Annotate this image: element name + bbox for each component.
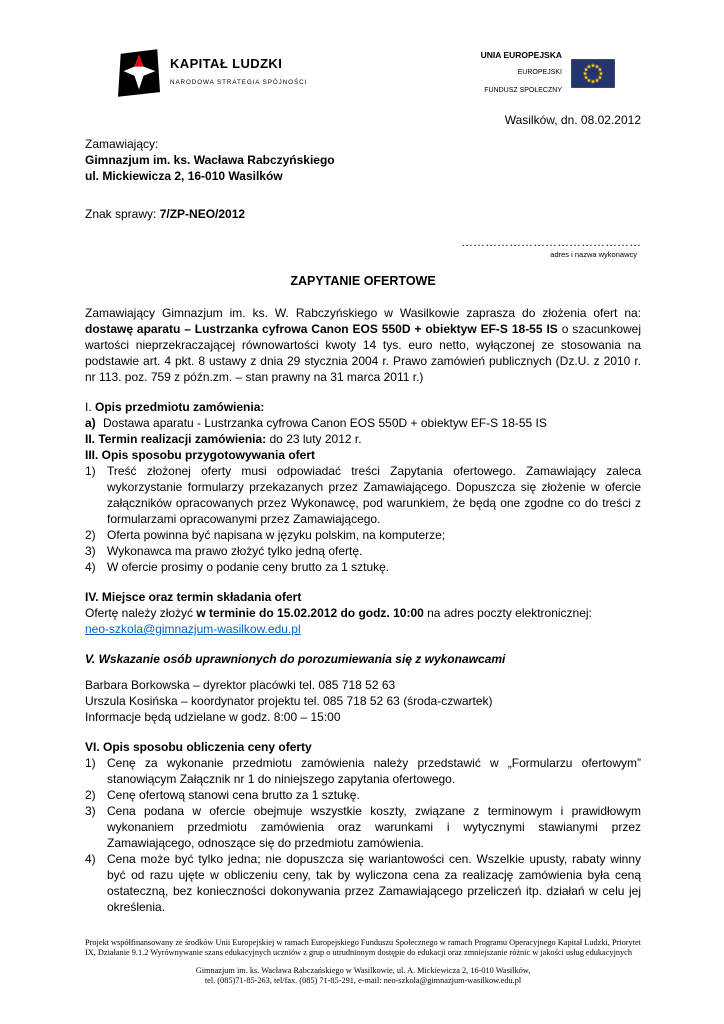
kapital-ludzki-wordmark [170, 56, 307, 91]
buyer-label: Zamawiający: [85, 137, 159, 151]
list-item-text: Wykonawca ma prawo złożyć tylko jedną ofertę. [107, 544, 363, 558]
footer-address-line-2: tel. (085)71-85-263, tel/fax. (085) 71-85-291, e-mail: neo-szkola@gimnazjum-wasilkow.edu.pl [204, 976, 522, 986]
deadline-run-2: w terminie do 15.02.2012 do godz. 10:00 [196, 606, 424, 620]
email-line [85, 621, 641, 637]
list-item [85, 851, 641, 915]
intro-run-2: dostawę aparatu – Lustrzanka cyfrowa Canon EOS 550D + obiektyw EF-S 18-55 IS [85, 322, 558, 336]
list-item-number: 2) [85, 528, 96, 542]
document-page [85, 44, 641, 915]
list-item-text: Cena może być tylko jedna; nie dopuszcza się wariantowości cen. Wszelkie upusty, rabaty winny być od razu ujęte w obliczeniu ceny, tak by wyliczona cena za realizację zamówienia była ceną ostateczną, bez konieczności dokonywania przez Zamawiającego przeliczeń itp. działań w celu jej określenia. [107, 852, 641, 914]
list-item-number: 4) [85, 852, 96, 866]
list-item-text: Cena podana w ofercie obejmuje wszystkie koszty, związane z terminowym i prawidłowym wykonaniem przedmiotu zamówienia oraz warunkami i wytycznymi stawianymi przez Zamawiającego, odnoszące się do przedmiotu zamówienia. [107, 804, 641, 850]
section-6-list [85, 755, 641, 915]
intro-run-1: Zamawiający Gimnazjum im. ks. W. Rabczyńskiego w Wasilkowie zaprasza do złożenia ofert na: [85, 306, 641, 320]
header [85, 44, 641, 102]
list-item-number: 3) [85, 544, 96, 558]
buyer-name: Gimnazjum im. ks. Wacława Rabczyńskiego [85, 153, 335, 167]
list-item [85, 543, 641, 559]
buyer-block [85, 136, 641, 184]
email-link[interactable]: neo-szkola@gimnazjum-wasilkow.edu.pl [85, 622, 301, 636]
section-6-heading: VI. Opis sposobu obliczenia ceny oferty [85, 740, 312, 754]
list-item [85, 755, 641, 787]
section-2-text: do 23 luty 2012 r. [266, 432, 362, 446]
vendor-caption: adres i nazwa wykonawcy [550, 250, 637, 259]
case-number-line [85, 206, 641, 222]
eu-flag-icon [571, 59, 615, 88]
date-line: Wasilków, dn. 08.02.2012 [504, 113, 641, 127]
section-4-heading: IV. Miejsce oraz termin składania ofert [85, 590, 302, 604]
section-1-title: Opis przedmiotu zamówienia: [95, 400, 265, 414]
buyer-address: ul. Mickiewicza 2, 16-010 Wasilków [85, 169, 283, 183]
intro-paragraph [85, 305, 641, 385]
list-item-number: 4) [85, 560, 96, 574]
deadline-run-1: Ofertę należy złożyć [85, 606, 197, 620]
section-1-heading [85, 399, 641, 415]
vendor-dotted-line: ……………………………………… [461, 235, 641, 249]
eu-logo [481, 47, 615, 99]
list-item [85, 559, 641, 575]
list-item-number: 3) [85, 804, 96, 818]
kapital-ludzki-logo [118, 49, 307, 97]
item-a-text: Dostawa aparatu - Lustrzanka cyfrowa Canon EOS 550D + obiektyw EF-S 18-55 IS [103, 416, 547, 430]
list-item [85, 527, 641, 543]
case-label: Znak sprawy: [85, 207, 160, 221]
eu-title: UNIA EUROPEJSKA [480, 50, 562, 60]
section-2-title: II. Termin realizacji zamówienia: [85, 432, 267, 446]
section-3-list [85, 463, 641, 575]
kapital-ludzki-title: KAPITAŁ LUDZKI [170, 55, 283, 71]
eu-subtitle-2: FUNDUSZ SPOŁECZNY [484, 87, 562, 94]
eu-subtitle-1: EUROPEJSKI [517, 69, 562, 76]
footer-address [85, 966, 641, 987]
item-a-label: a) [85, 416, 96, 430]
list-item-text: Cenę za wykonanie przedmiotu zamówienia należy przedstawić w „Formularzu ofertowym” stanowiącym Załącznik nr 1 do niniejszego zapytania ofertowego. [107, 756, 641, 786]
list-item [85, 463, 641, 527]
section-1-number: I. [85, 400, 92, 414]
intro-run-3: o szacunkowej wartości nieprzekraczającej równowartości kwoty 14 tys. euro netto, wyłączonej ze stosowania na podstawie art. 4 pkt. 8 ustawy z dnia 29 stycznia 2004 r. Prawo zamówień publicznych (Dz.U. z 2010 r. nr 113. poz. 759 z późn.zm. – stan prawny na 31 marca 2011 r.) [85, 322, 642, 384]
list-item-number: 1) [85, 464, 96, 478]
eu-wordmark [481, 47, 562, 99]
funding-note: Projekt współfinansowany ze środków Unii Europejskiej w ramach Europejskiego Funduszu Społecznego w ramach Programu Operacyjnego Kapitał Ludzki, Priorytet IX, Działanie 9.1.2 Wyrównywanie szans edukacyjnych uczniów z grup o utrudnionym dostępie do edukacji oraz zmniejszanie różnic w jakości usług edukacyjnych [85, 938, 641, 958]
list-item-text: W ofercie prosimy o podanie ceny brutto za 1 sztukę. [107, 560, 390, 574]
document-title: ZAPYTANIE OFERTOWE [290, 274, 436, 288]
contacts-block [85, 677, 641, 725]
contact-line: Barbara Borkowska – dyrektor placówki tel. 085 718 52 63 [85, 678, 396, 692]
deadline-run-3: na adres poczty elektronicznej: [423, 606, 592, 620]
list-item-number: 1) [85, 756, 96, 770]
list-item-text: Treść złożonej oferty musi odpowiadać treści Zapytania ofertowego. Zamawiający zaleca wykorzystanie formularzy przekazanych przez Zamawiającego. Dopuszcza się złożenie w ofercie załączników opracowanych przez Wykonawcę, pod warunkiem, że będą one zgodne co do treści z formularzami opracowanymi przez Zamawiającego. [107, 464, 641, 526]
kapital-ludzki-subtitle: NARODOWA STRATEGIA SPÓJNOŚCI [170, 78, 308, 86]
list-item [85, 803, 641, 851]
section-5-heading: V. Wskazanie osób uprawnionych do porozumiewania się z wykonawcami [85, 652, 506, 666]
list-item-text: Oferta powinna być napisana w języku polskim, na komputerze; [107, 528, 446, 542]
list-item-text: Cenę ofertową stanowi cena brutto za 1 sztukę. [107, 788, 360, 802]
list-item-number: 2) [85, 788, 96, 802]
section-3-heading: III. Opis sposobu przygotowywania ofert [85, 448, 316, 462]
list-item [85, 787, 641, 803]
vendor-placeholder [85, 234, 641, 259]
case-value: 7/ZP-NEO/2012 [159, 207, 246, 221]
footer-address-line-1: Gimnazjum im. ks. Wacława Rabczańskiego w Wasilkowie, ul. A. Mickiewicza 2, 16-010 Wasilków, [195, 965, 531, 975]
contact-line: Urszula Kosińska – koordynator projektu tel. 085 718 52 63 (środa-czwartek) [85, 694, 493, 708]
section-1-item-a [85, 415, 641, 431]
deadline-line [85, 605, 641, 621]
kapital-ludzki-emblem-icon [118, 49, 160, 97]
footer [85, 938, 641, 987]
section-2-line [85, 431, 641, 447]
contact-line: Informacje będą udzielane w godz. 8:00 – 15:00 [85, 710, 341, 724]
